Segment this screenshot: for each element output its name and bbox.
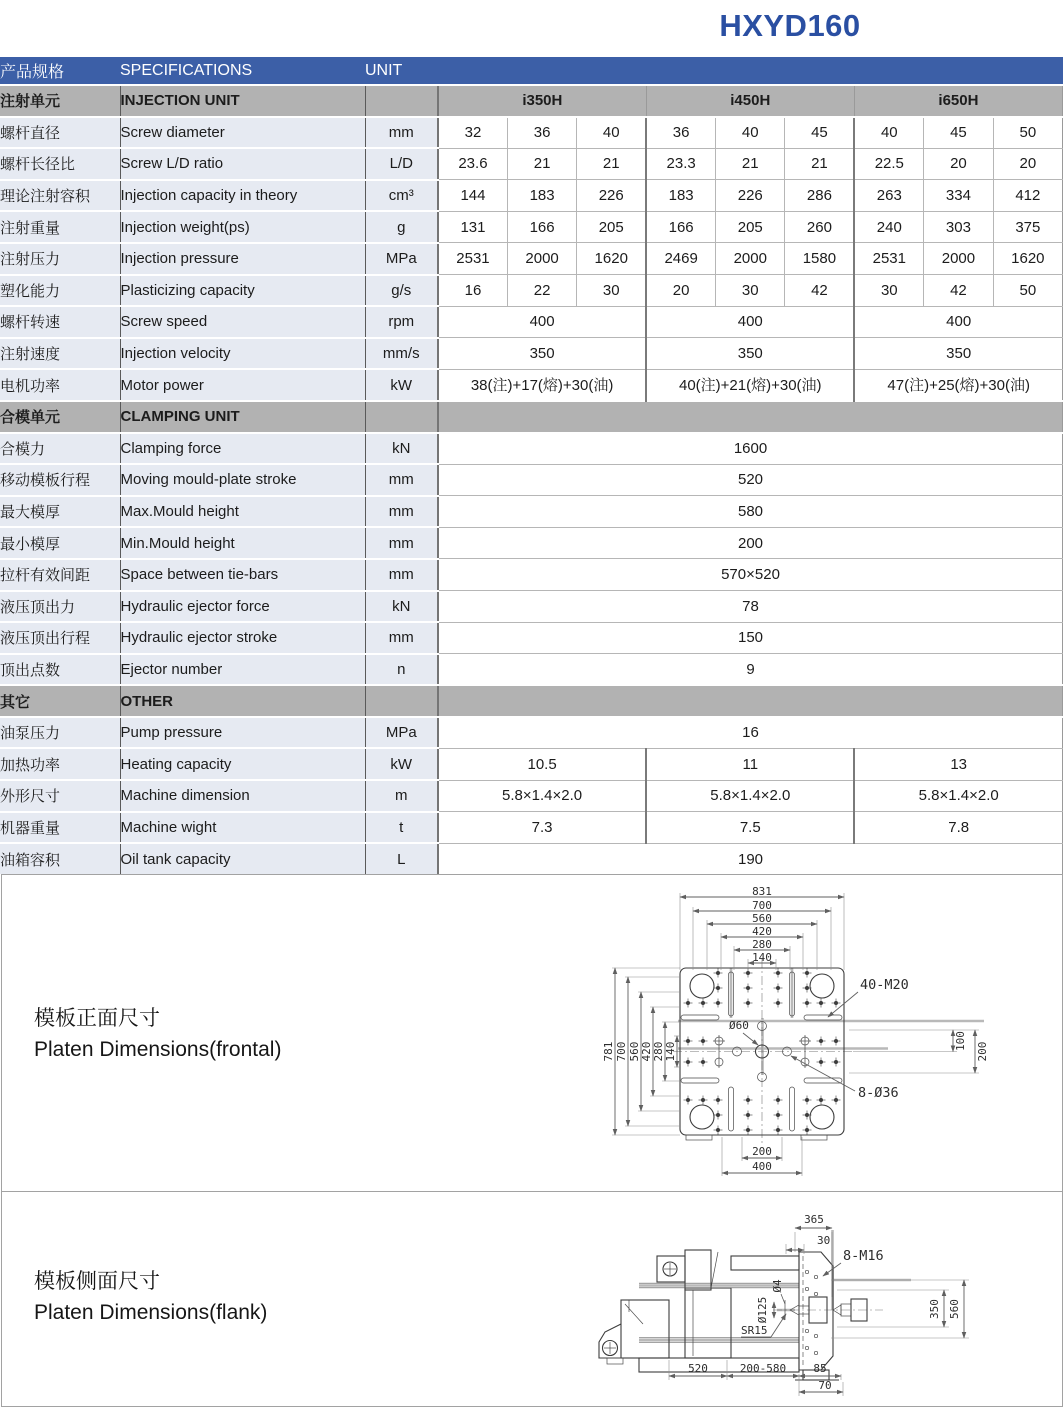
spec-value: 30 [716, 275, 785, 307]
spec-value: 21 [507, 148, 576, 180]
spec-label-zh: 理论注射容积 [0, 180, 120, 212]
svg-text:8-Ø36: 8-Ø36 [858, 1085, 899, 1101]
svg-text:400: 400 [752, 1160, 772, 1173]
frontal-dimensions [602, 885, 989, 1173]
svg-text:781: 781 [602, 1041, 615, 1062]
spec-value: 166 [646, 211, 715, 243]
flank-label-zh: 模板侧面尺寸 [34, 1270, 160, 1293]
flank-nozzle [773, 1297, 883, 1323]
spec-value: 5.8×1.4×2.0 [438, 780, 646, 812]
spec-row [0, 243, 1063, 275]
section-unit-cell [365, 85, 438, 117]
section-spacer-cell [438, 685, 1063, 717]
spec-label-zh: 液压顶出行程 [0, 622, 120, 654]
spec-value: 226 [716, 180, 785, 212]
svg-text:700: 700 [752, 899, 772, 912]
frontal-annotations [729, 977, 909, 1101]
spec-value: 183 [507, 180, 576, 212]
spec-value: 30 [854, 275, 923, 307]
spec-label-zh: 螺杆转速 [0, 306, 120, 338]
spec-label-en: Plasticizing capacity [120, 275, 365, 307]
spec-value: 38(注)+17(熔)+30(油) [438, 369, 646, 401]
spec-value: 205 [577, 211, 646, 243]
spec-value: 40 [716, 117, 785, 149]
spec-row [0, 306, 1063, 338]
spec-row [0, 527, 1063, 559]
spec-value: 30 [577, 275, 646, 307]
spec-table [0, 57, 1063, 876]
section-row [0, 685, 1063, 717]
spec-row [0, 338, 1063, 370]
spec-value: 10.5 [438, 748, 646, 780]
spec-unit: n [365, 654, 438, 686]
spec-value: 5.8×1.4×2.0 [854, 780, 1062, 812]
spec-unit: t [365, 812, 438, 844]
svg-text:200: 200 [752, 1145, 772, 1158]
spec-label-en: Oil tank capacity [120, 843, 365, 875]
spec-value: 200 [438, 527, 1063, 559]
spec-row [0, 275, 1063, 307]
spec-value: 45 [785, 117, 854, 149]
flank-diagram-panel [1, 1191, 1063, 1407]
model-header-i650H: i650H [854, 85, 1062, 117]
header-product-spec: 产品规格 [0, 57, 120, 85]
spec-label-zh: 油箱容积 [0, 843, 120, 875]
spec-value: 1620 [993, 243, 1062, 275]
section-label-en: INJECTION UNIT [120, 85, 365, 117]
spec-value: 2000 [924, 243, 993, 275]
spec-value: 412 [993, 180, 1062, 212]
svg-text:520: 520 [688, 1362, 708, 1375]
spec-value: 32 [438, 117, 507, 149]
spec-label-zh: 电机功率 [0, 369, 120, 401]
spec-value: 40(注)+21(熔)+30(油) [646, 369, 854, 401]
svg-text:200-580: 200-580 [739, 1362, 787, 1375]
frontal-extension-lines [612, 893, 979, 1176]
header-specifications: SPECIFICATIONS [120, 57, 365, 85]
spec-label-en: Ejector number [120, 654, 365, 686]
svg-text:280: 280 [652, 1041, 665, 1062]
spec-label-en: Screw speed [120, 306, 365, 338]
spec-label-zh: 注射重量 [0, 211, 120, 243]
spec-value: 16 [438, 717, 1063, 749]
page-title: HXYD160 [719, 8, 861, 43]
svg-text:280: 280 [752, 938, 772, 951]
spec-label-en: Machine wight [120, 812, 365, 844]
svg-text:200: 200 [976, 1041, 989, 1062]
spec-label-en: Injection pressure [120, 243, 365, 275]
svg-text:350: 350 [928, 1299, 941, 1319]
spec-label-en: Screw L/D ratio [120, 148, 365, 180]
svg-text:30: 30 [817, 1234, 831, 1247]
spec-unit: mm/s [365, 338, 438, 370]
spec-label-zh: 拉杆有效间距 [0, 559, 120, 591]
svg-text:365: 365 [804, 1213, 824, 1226]
spec-label-en: Pump pressure [120, 717, 365, 749]
spec-value: 23.3 [646, 148, 715, 180]
svg-text:SR15: SR15 [741, 1324, 768, 1337]
spec-label-zh: 最大模厚 [0, 496, 120, 528]
spec-row [0, 812, 1063, 844]
spec-label-en: Injection capacity in theory [120, 180, 365, 212]
spec-value: 2000 [507, 243, 576, 275]
spec-label-zh: 顶出点数 [0, 654, 120, 686]
spec-label-zh: 注射压力 [0, 243, 120, 275]
spec-value: 40 [577, 117, 646, 149]
flank-dimensions [669, 1213, 964, 1392]
spec-label-zh: 液压顶出力 [0, 591, 120, 623]
spec-value: 50 [993, 275, 1062, 307]
spec-unit: mm [365, 464, 438, 496]
section-unit-cell [365, 401, 438, 433]
spec-unit: kN [365, 591, 438, 623]
spec-unit: mm [365, 117, 438, 149]
svg-text:Ø125: Ø125 [756, 1296, 769, 1324]
spec-label-en: Space between tie-bars [120, 559, 365, 591]
spec-unit: L [365, 843, 438, 875]
spec-unit: mm [365, 527, 438, 559]
spec-label-en: Motor power [120, 369, 365, 401]
spec-label-en: Min.Mould height [120, 527, 365, 559]
spec-value: 20 [924, 148, 993, 180]
svg-text:Ø4: Ø4 [771, 1279, 784, 1293]
spec-label-zh: 外形尺寸 [0, 780, 120, 812]
spec-row [0, 559, 1063, 591]
spec-label-zh: 机器重量 [0, 812, 120, 844]
spec-value: 13 [854, 748, 1062, 780]
spec-unit: mm [365, 496, 438, 528]
header-spacer [507, 57, 1062, 85]
section-row [0, 401, 1063, 433]
flank-label-en: Platen Dimensions(flank) [34, 1301, 268, 1324]
spec-row [0, 211, 1063, 243]
spec-value: 350 [438, 338, 646, 370]
section-label-zh: 其它 [0, 685, 120, 717]
spec-value: 42 [785, 275, 854, 307]
section-label-en: CLAMPING UNIT [120, 401, 365, 433]
spec-value: 78 [438, 591, 1063, 623]
spec-value: 400 [854, 306, 1062, 338]
spec-value: 183 [646, 180, 715, 212]
svg-text:420: 420 [640, 1041, 653, 1062]
spec-row [0, 180, 1063, 212]
model-header-i450H: i450H [646, 85, 854, 117]
spec-label-zh: 合模力 [0, 433, 120, 465]
svg-text:420: 420 [752, 925, 772, 938]
spec-value: 150 [438, 622, 1063, 654]
spec-row [0, 748, 1063, 780]
section-row [0, 85, 1063, 117]
spec-row [0, 117, 1063, 149]
spec-value: 2531 [854, 243, 923, 275]
spec-value: 350 [854, 338, 1062, 370]
spec-label-zh: 移动模板行程 [0, 464, 120, 496]
spec-value: 2469 [646, 243, 715, 275]
spec-value: 131 [438, 211, 507, 243]
section-label-zh: 注射单元 [0, 85, 120, 117]
frontal-label-zh: 模板正面尺寸 [34, 1007, 160, 1030]
spec-unit: cm³ [365, 180, 438, 212]
spec-unit: kN [365, 433, 438, 465]
spec-label-zh: 螺杆直径 [0, 117, 120, 149]
spec-row [0, 622, 1063, 654]
spec-value: 7.8 [854, 812, 1062, 844]
spec-value: 166 [507, 211, 576, 243]
spec-row [0, 369, 1063, 401]
spec-row [0, 496, 1063, 528]
spec-label-zh: 加热功率 [0, 748, 120, 780]
svg-text:140: 140 [752, 951, 772, 964]
spec-row [0, 843, 1063, 875]
svg-text:100: 100 [954, 1031, 967, 1051]
spec-label-en: Hydraulic ejector force [120, 591, 365, 623]
spec-unit: mm [365, 559, 438, 591]
spec-unit: rpm [365, 306, 438, 338]
section-label-zh: 合模单元 [0, 401, 120, 433]
svg-text:560: 560 [628, 1041, 641, 1062]
svg-text:831: 831 [752, 885, 772, 898]
svg-text:Ø60: Ø60 [729, 1019, 749, 1032]
spec-value: 23.6 [438, 148, 507, 180]
spec-value: 20 [646, 275, 715, 307]
header-unit: UNIT [365, 57, 507, 85]
spec-value: 16 [438, 275, 507, 307]
spec-label-en: Hydraulic ejector stroke [120, 622, 365, 654]
spec-value: 263 [854, 180, 923, 212]
spec-unit: MPa [365, 243, 438, 275]
spec-label-zh: 螺杆长径比 [0, 148, 120, 180]
spec-value: 45 [924, 117, 993, 149]
spec-unit: mm [365, 622, 438, 654]
spec-value: 190 [438, 843, 1063, 875]
spec-label-en: Max.Mould height [120, 496, 365, 528]
spec-value: 286 [785, 180, 854, 212]
spec-value: 240 [854, 211, 923, 243]
spec-label-en: Moving mould-plate stroke [120, 464, 365, 496]
spec-label-en: Injection velocity [120, 338, 365, 370]
svg-text:70: 70 [818, 1379, 832, 1392]
section-unit-cell [365, 685, 438, 717]
spec-value: 2000 [716, 243, 785, 275]
svg-text:85: 85 [813, 1362, 827, 1375]
flank-diagram-label [34, 1266, 267, 1328]
spec-value: 1620 [577, 243, 646, 275]
spec-unit: kW [365, 748, 438, 780]
spec-label-en: Screw diameter [120, 117, 365, 149]
spec-row [0, 148, 1063, 180]
spec-value: 5.8×1.4×2.0 [646, 780, 854, 812]
frontal-diagram-label [34, 1003, 281, 1065]
svg-text:140: 140 [664, 1041, 677, 1062]
spec-value: 36 [646, 117, 715, 149]
spec-row [0, 464, 1063, 496]
spec-label-en: Machine dimension [120, 780, 365, 812]
spec-row [0, 433, 1063, 465]
frontal-label-en: Platen Dimensions(frontal) [34, 1038, 282, 1061]
spec-value: 21 [577, 148, 646, 180]
spec-value: 400 [646, 306, 854, 338]
spec-row [0, 591, 1063, 623]
spec-value: 226 [577, 180, 646, 212]
spec-value: 11 [646, 748, 854, 780]
spec-unit: m [365, 780, 438, 812]
spec-unit: g [365, 211, 438, 243]
frontal-platen-drawing [601, 875, 1063, 1189]
spec-value: 36 [507, 117, 576, 149]
spec-value: 22.5 [854, 148, 923, 180]
spec-value: 1600 [438, 433, 1063, 465]
spec-unit: g/s [365, 275, 438, 307]
spec-value: 400 [438, 306, 646, 338]
table-header-row [0, 57, 1063, 85]
spec-value: 350 [646, 338, 854, 370]
spec-value: 580 [438, 496, 1063, 528]
spec-value: 42 [924, 275, 993, 307]
spec-label-zh: 塑化能力 [0, 275, 120, 307]
spec-value: 9 [438, 654, 1063, 686]
svg-text:560: 560 [948, 1299, 961, 1319]
svg-text:40-M20: 40-M20 [860, 977, 909, 993]
frontal-diagram-panel [1, 874, 1063, 1192]
spec-value: 144 [438, 180, 507, 212]
spec-value: 47(注)+25(熔)+30(油) [854, 369, 1062, 401]
spec-value: 1580 [785, 243, 854, 275]
spec-value: 303 [924, 211, 993, 243]
flank-platen-drawing [581, 1192, 1061, 1404]
spec-value: 20 [993, 148, 1062, 180]
spec-value: 2531 [438, 243, 507, 275]
spec-unit: L/D [365, 148, 438, 180]
spec-value: 205 [716, 211, 785, 243]
spec-value: 520 [438, 464, 1063, 496]
flank-machine-outline [599, 1250, 839, 1380]
spec-row [0, 717, 1063, 749]
spec-value: 40 [854, 117, 923, 149]
spec-row [0, 654, 1063, 686]
spec-value: 22 [507, 275, 576, 307]
spec-label-en: Heating capacity [120, 748, 365, 780]
spec-label-zh: 油泵压力 [0, 717, 120, 749]
spec-label-zh: 最小模厚 [0, 527, 120, 559]
spec-value: 375 [993, 211, 1062, 243]
spec-unit: MPa [365, 717, 438, 749]
section-label-en: OTHER [120, 685, 365, 717]
spec-value: 21 [785, 148, 854, 180]
spec-label-zh: 注射速度 [0, 338, 120, 370]
frontal-gray-slot-lines [678, 968, 984, 1075]
spec-value: 21 [716, 148, 785, 180]
spec-value: 7.3 [438, 812, 646, 844]
spec-value: 570×520 [438, 559, 1063, 591]
spec-value: 334 [924, 180, 993, 212]
spec-value: 260 [785, 211, 854, 243]
section-spacer-cell [438, 401, 1063, 433]
svg-text:560: 560 [752, 912, 772, 925]
model-header-i350H: i350H [438, 85, 646, 117]
spec-value: 7.5 [646, 812, 854, 844]
spec-label-en: Clamping force [120, 433, 365, 465]
spec-row [0, 780, 1063, 812]
spec-label-en: Injection weight(ps) [120, 211, 365, 243]
spec-unit: kW [365, 369, 438, 401]
spec-value: 50 [993, 117, 1062, 149]
svg-text:8-M16: 8-M16 [843, 1248, 884, 1264]
svg-text:700: 700 [615, 1041, 628, 1062]
